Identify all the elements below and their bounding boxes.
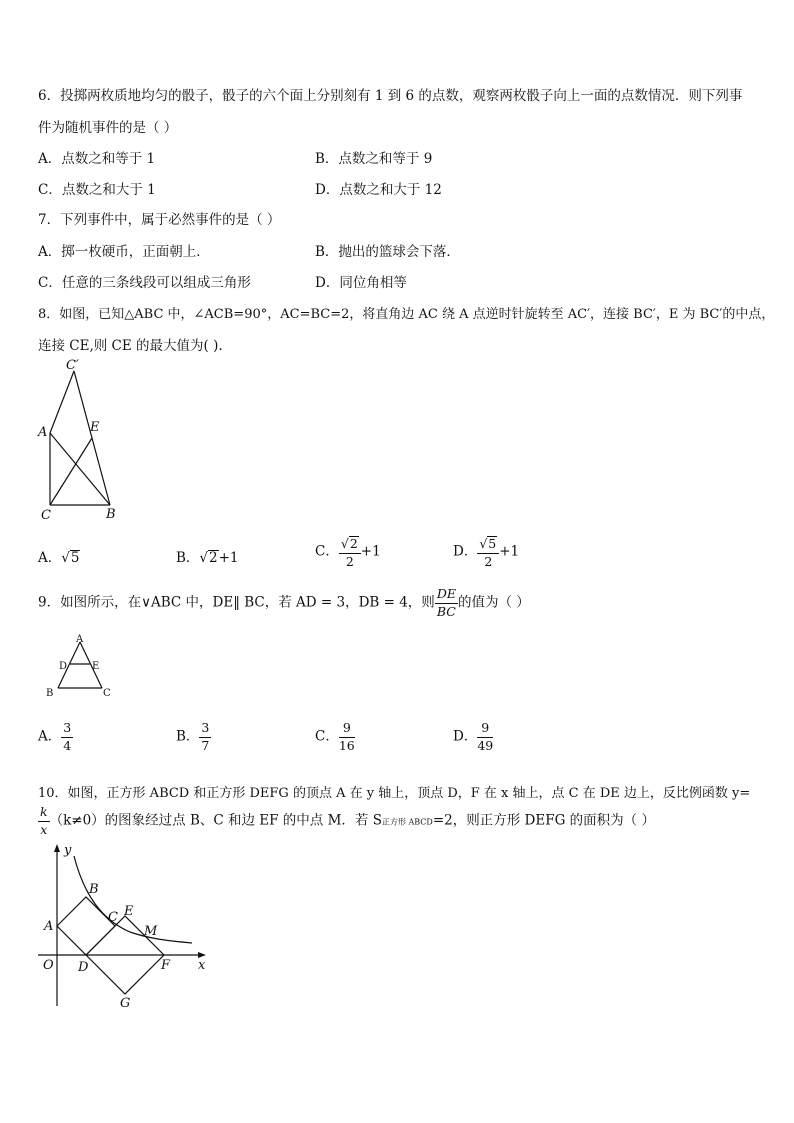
q8-stem-line2: 连接 CE,则 CE 的最大值为( ). [38, 338, 223, 354]
q9-option-c[interactable] [315, 722, 355, 752]
q10-frac-num: k [38, 806, 50, 822]
radical-icon: √ [479, 536, 488, 551]
q10-figure [30, 840, 220, 1015]
q9-option-a-num: 3 [61, 722, 73, 738]
q7-option-a[interactable]: A．掷一枚硬币，正面朝上． [38, 244, 210, 260]
q6-stem-line1: 6．投掷两枚质地均匀的骰子，骰子的六个面上分别刻有 1 到 6 的点数，观察两枚骰子向上一面的点数情况．则下列事 [38, 88, 743, 104]
q10-label-o: O [43, 958, 54, 973]
q8-option-b-prefix: B． [176, 550, 200, 566]
q10-label-f: F [161, 958, 171, 973]
q8-option-a[interactable] [38, 546, 80, 566]
q6-option-d[interactable]: D．点数之和大于 12 [315, 182, 442, 198]
q9-label-b: B [46, 688, 54, 699]
q10-stem-line2 [38, 806, 655, 836]
q8-option-c-den: 2 [345, 553, 354, 569]
q8-label-c1: C′ [66, 358, 79, 373]
q10-label-d: D [78, 960, 89, 975]
q8-option-b[interactable] [176, 546, 239, 566]
q8-option-b-tail: +1 [218, 550, 239, 566]
q8-figure [30, 355, 130, 525]
q10-label-b: B [89, 882, 99, 897]
q8-option-d-den: 2 [484, 553, 493, 569]
q9-stem [38, 588, 530, 618]
q10-label-y: y [64, 843, 72, 858]
q10-stem-subscript: 正方形 ABCD [381, 817, 433, 827]
q8-stem-line1: 8．如图，已知△ABC 中，∠ACB=90°，AC=BC=2，将直角边 AC 绕 A 点逆时针旋转至 AC′，连接 BC′，E 为 BC′的中点， [38, 307, 775, 322]
q8-option-c-num: 2 [349, 536, 358, 551]
q10-label-e: E [124, 904, 134, 919]
q9-option-d[interactable] [453, 722, 493, 752]
q10-label-a: A [44, 919, 54, 934]
q9-label-a: A [76, 634, 84, 645]
q6-option-b[interactable]: B．点数之和等于 9 [315, 151, 433, 167]
q9-label-c: C [103, 688, 111, 699]
q8-option-d-num: 5 [488, 536, 497, 551]
q10-stem-line1: 10．如图，正方形 ABCD 和正方形 DEFG 的顶点 A 在 y 轴上，顶点 D，F 在 x 轴上，点 C 在 DE 边上，反比例函数 y= [38, 786, 751, 801]
q10-hyperbola [74, 856, 192, 943]
q10-y-arrow-icon [54, 844, 60, 852]
q8-option-d-tail: +1 [499, 543, 520, 560]
q9-option-b-num: 3 [199, 722, 211, 738]
q8-label-e: E [90, 420, 100, 435]
q9-option-c-prefix: C． [315, 728, 339, 745]
q9-option-d-prefix: D． [453, 728, 478, 745]
q8-segment-ab [50, 433, 110, 505]
q9-option-b-den: 7 [201, 737, 210, 753]
q9-option-c-num: 9 [339, 722, 355, 738]
q9-label-d: D [59, 661, 68, 672]
q8-option-a-prefix: A． [38, 550, 62, 566]
q8-option-a-radicand: 5 [70, 550, 80, 566]
q8-option-c-fraction [339, 536, 361, 568]
q9-option-a-den: 4 [63, 737, 72, 753]
q9-option-c-den: 16 [338, 737, 355, 753]
q9-option-b[interactable] [176, 722, 211, 752]
q9-option-a[interactable] [38, 722, 73, 752]
q8-label-c: C [41, 508, 51, 523]
q10-label-m: M [144, 924, 158, 939]
q9-stem-frac-den: BC [436, 603, 456, 619]
q8-label-b: B [106, 507, 116, 522]
q9-stem-fraction [435, 588, 458, 618]
q10-frac-den: x [40, 821, 48, 837]
q10-stem-text-b: =2，则正方形 DEFG 的面积为（ ） [432, 812, 655, 829]
q10-square-abcd [57, 897, 115, 955]
radical-icon: √ [199, 550, 209, 566]
q9-figure [40, 632, 120, 702]
q6-option-c[interactable]: C．点数之和大于 1 [38, 182, 156, 198]
q8-option-c[interactable] [315, 536, 381, 568]
q7-option-d[interactable]: D．同位角相等 [315, 275, 407, 291]
q8-option-b-radicand: 2 [209, 550, 218, 566]
q8-segment-ac1 [50, 371, 74, 433]
q7-option-c[interactable]: C．任意的三条线段可以组成三角形 [38, 275, 251, 291]
q8-segment-ce [50, 438, 92, 505]
q9-label-e: E [92, 661, 100, 672]
q9-option-d-den: 49 [477, 737, 494, 753]
q9-stem-post: 的值为（ ） [457, 594, 530, 611]
q8-label-a: A [38, 425, 48, 440]
q8-option-d-prefix: D． [453, 543, 478, 560]
q9-stem-pre: 9．如图所示，在∨ABC 中，DE‖ BC，若 AD = 3，DB = 4，则 [38, 594, 435, 611]
q10-label-c: C [108, 910, 118, 925]
q7-option-b[interactable]: B．抛出的篮球会下落． [315, 244, 460, 260]
q8-option-d-fraction [477, 536, 499, 568]
radical-icon: √ [61, 550, 70, 566]
q9-stem-frac-num: DE [435, 588, 458, 604]
q8-option-d[interactable] [453, 536, 519, 568]
q9-option-b-prefix: B． [176, 728, 200, 745]
radical-icon: √ [340, 536, 349, 551]
q10-stem-text-a: （k≠0）的图象经过点 B、C 和边 EF 的中点 M．若 S [49, 812, 382, 829]
q9-option-a-prefix: A． [38, 728, 62, 745]
q9-option-d-num: 9 [477, 722, 493, 738]
q6-option-a[interactable]: A．点数之和等于 1 [38, 151, 156, 167]
q10-label-g: G [120, 996, 131, 1011]
q7-stem: 7．下列事件中，属于必然事件的是（ ） [38, 212, 281, 228]
q10-label-x: x [198, 958, 206, 973]
q10-stem-fraction [38, 806, 50, 836]
q8-option-c-tail: +1 [360, 543, 381, 560]
q8-option-c-prefix: C． [315, 543, 339, 560]
q6-stem-line2: 件为随机事件的是（ ） [38, 120, 178, 136]
